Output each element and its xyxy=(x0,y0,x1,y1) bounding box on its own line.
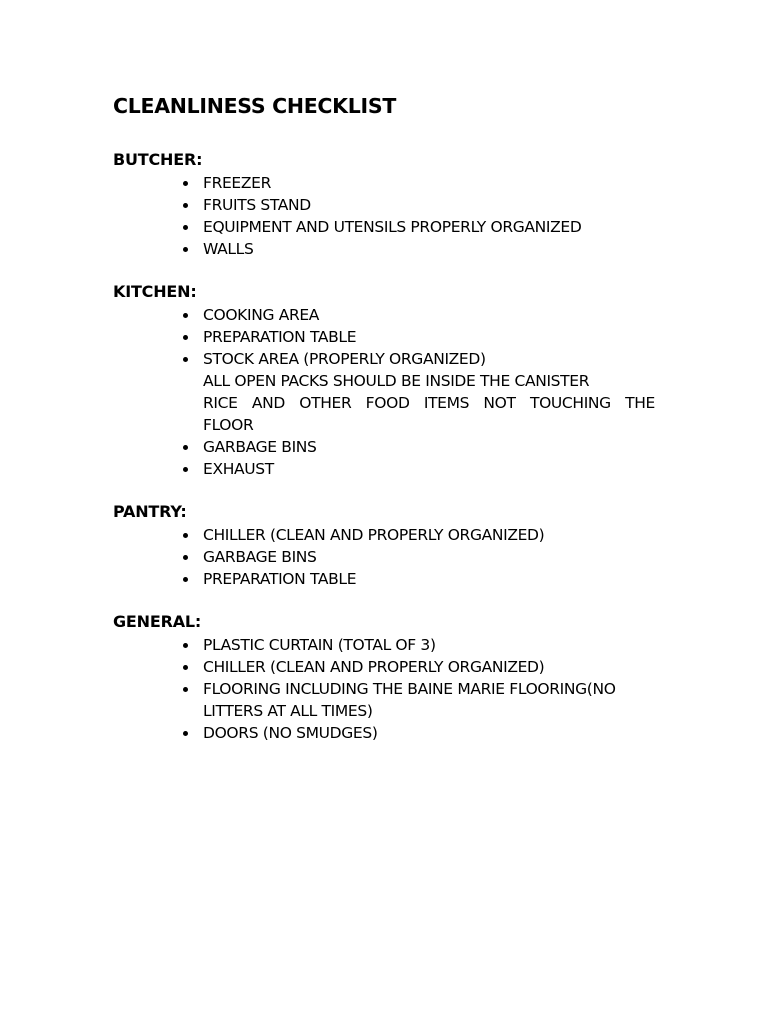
list-item xyxy=(181,678,655,722)
list-item xyxy=(181,172,655,194)
list-item xyxy=(181,436,655,458)
section-heading-kitchen: KITCHEN: xyxy=(113,282,197,301)
document-title: CLEANLINESS CHECKLIST xyxy=(113,94,397,118)
list-item-text: PLASTIC CURTAIN (TOTAL OF 3) xyxy=(203,636,436,654)
bullet-icon xyxy=(183,357,188,362)
list-item-note-line: RICE AND OTHER FOOD ITEMS NOT TOUCHING THE xyxy=(203,394,655,412)
list-item xyxy=(181,634,655,656)
list-item xyxy=(181,722,655,744)
list-item xyxy=(181,458,655,480)
bullet-icon xyxy=(183,445,188,450)
butcher-list xyxy=(181,172,655,260)
list-item-note-line: ALL OPEN PACKS SHOULD BE INSIDE THE CANISTER xyxy=(203,372,590,390)
list-item xyxy=(181,326,655,348)
list-item-text: WALLS xyxy=(203,240,254,258)
pantry-list xyxy=(181,524,655,590)
section-heading-pantry: PANTRY: xyxy=(113,502,187,521)
bullet-icon xyxy=(183,467,188,472)
list-item-text: STOCK AREA (PROPERLY ORGANIZED) xyxy=(203,350,486,368)
list-item-text: FRUITS STAND xyxy=(203,196,311,214)
kitchen-list xyxy=(181,304,655,480)
bullet-icon xyxy=(183,225,188,230)
bullet-icon xyxy=(183,335,188,340)
bullet-icon xyxy=(183,313,188,318)
bullet-icon xyxy=(183,687,188,692)
list-item-text: EXHAUST xyxy=(203,460,274,478)
general-list xyxy=(181,634,655,744)
bullet-icon xyxy=(183,665,188,670)
section-heading-general: GENERAL: xyxy=(113,612,202,631)
list-item-text: EQUIPMENT AND UTENSILS PROPERLY ORGANIZED xyxy=(203,218,582,236)
bullet-icon xyxy=(183,577,188,582)
list-item-text: COOKING AREA xyxy=(203,306,320,324)
list-item-text: CHILLER (CLEAN AND PROPERLY ORGANIZED) xyxy=(203,658,545,676)
bullet-icon xyxy=(183,247,188,252)
bullet-icon xyxy=(183,731,188,736)
list-item xyxy=(181,194,655,216)
list-item-text: FLOORING INCLUDING THE BAINE MARIE FLOORING(NO xyxy=(203,680,616,698)
list-item-text: GARBAGE BINS xyxy=(203,548,317,566)
list-item xyxy=(181,656,655,678)
list-item-text: GARBAGE BINS xyxy=(203,438,317,456)
bullet-icon xyxy=(183,203,188,208)
list-item-text: DOORS (NO SMUDGES) xyxy=(203,724,378,742)
list-item xyxy=(181,304,655,326)
bullet-icon xyxy=(183,533,188,538)
list-item-text: PREPARATION TABLE xyxy=(203,328,357,346)
list-item-text: FREEZER xyxy=(203,174,272,192)
list-item-text: CHILLER (CLEAN AND PROPERLY ORGANIZED) xyxy=(203,526,545,544)
list-item xyxy=(181,348,655,436)
list-item xyxy=(181,568,655,590)
bullet-icon xyxy=(183,181,188,186)
list-item-note-line: FLOOR xyxy=(203,416,254,434)
list-item xyxy=(181,524,655,546)
bullet-icon xyxy=(183,555,188,560)
list-item xyxy=(181,216,655,238)
bullet-icon xyxy=(183,643,188,648)
list-item-text-continued: LITTERS AT ALL TIMES) xyxy=(203,702,373,720)
section-heading-butcher: BUTCHER: xyxy=(113,150,203,169)
list-item xyxy=(181,238,655,260)
list-item-text: PREPARATION TABLE xyxy=(203,570,357,588)
list-item xyxy=(181,546,655,568)
